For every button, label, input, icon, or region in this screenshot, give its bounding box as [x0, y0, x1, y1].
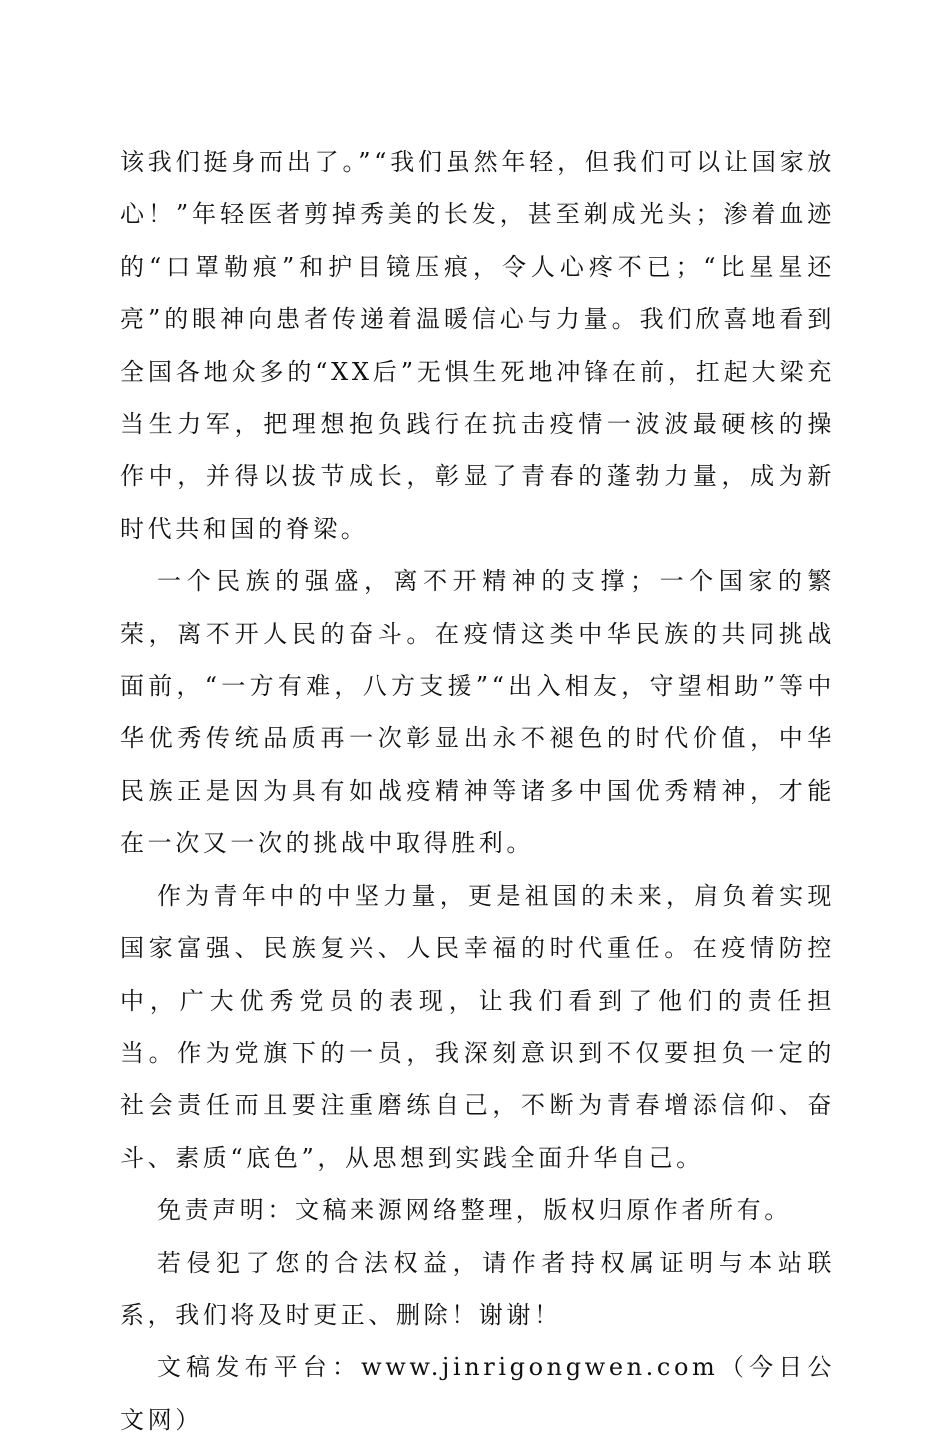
document-body	[120, 136, 835, 1446]
platform-line: 文稿发布平台：www.jinrigongwen.com（今日公文网）	[120, 1353, 835, 1434]
disclaimer-text: 免责声明：文稿来源网络整理，版权归原作者所有。	[157, 1196, 792, 1225]
infringement-notice: 若侵犯了您的合法权益，请作者持权属证明与本站联系，我们将及时更正、删除！谢谢！	[120, 1248, 835, 1329]
paragraph-continuation: 该我们挺身而出了。”“我们虽然年轻，但我们可以让国家放心！”年轻医者剪掉秀美的长发，甚至剃成光头；渗着血迹的“口罩勒痕”和护目镜压痕，令人心疼不已；“比星星还亮”的眼神向患者传递着温暖信心与力量。我们欣喜地看到全国各地众多的“XX后”无惧生死地冲锋在前，扛起大梁充当生力军，把理想抱负践行在抗击疫情一波波最硬核的操作中，并得以拔节成长，彰显了青春的蓬勃力量，成为新时代共和国的脊梁。	[120, 148, 835, 543]
paragraph-youth-responsibility: 作为青年中的中坚力量，更是祖国的未来，肩负着实现国家富强、民族复兴、人民幸福的时代重任。在疫情防控中，广大优秀党员的表现，让我们看到了他们的责任担当。作为党旗下的一员，我深刻意识到不仅要担负一定的社会责任而且要注重磨练自己，不断为青春增添信仰、奋斗、素质“底色”，从思想到实践全面升华自己。	[120, 881, 835, 1172]
paragraph-national-spirit: 一个民族的强盛，离不开精神的支撑；一个国家的繁荣，离不开人民的奋斗。在疫情这类中华民族的共同挑战面前，“一方有难，八方支援”“出入相友，守望相助”等中华优秀传统品质再一次彰显出永不褪色的时代价值，中华民族正是因为具有如战疫精神等诸多中国优秀精神，才能在一次又一次的挑战中取得胜利。	[120, 567, 835, 858]
